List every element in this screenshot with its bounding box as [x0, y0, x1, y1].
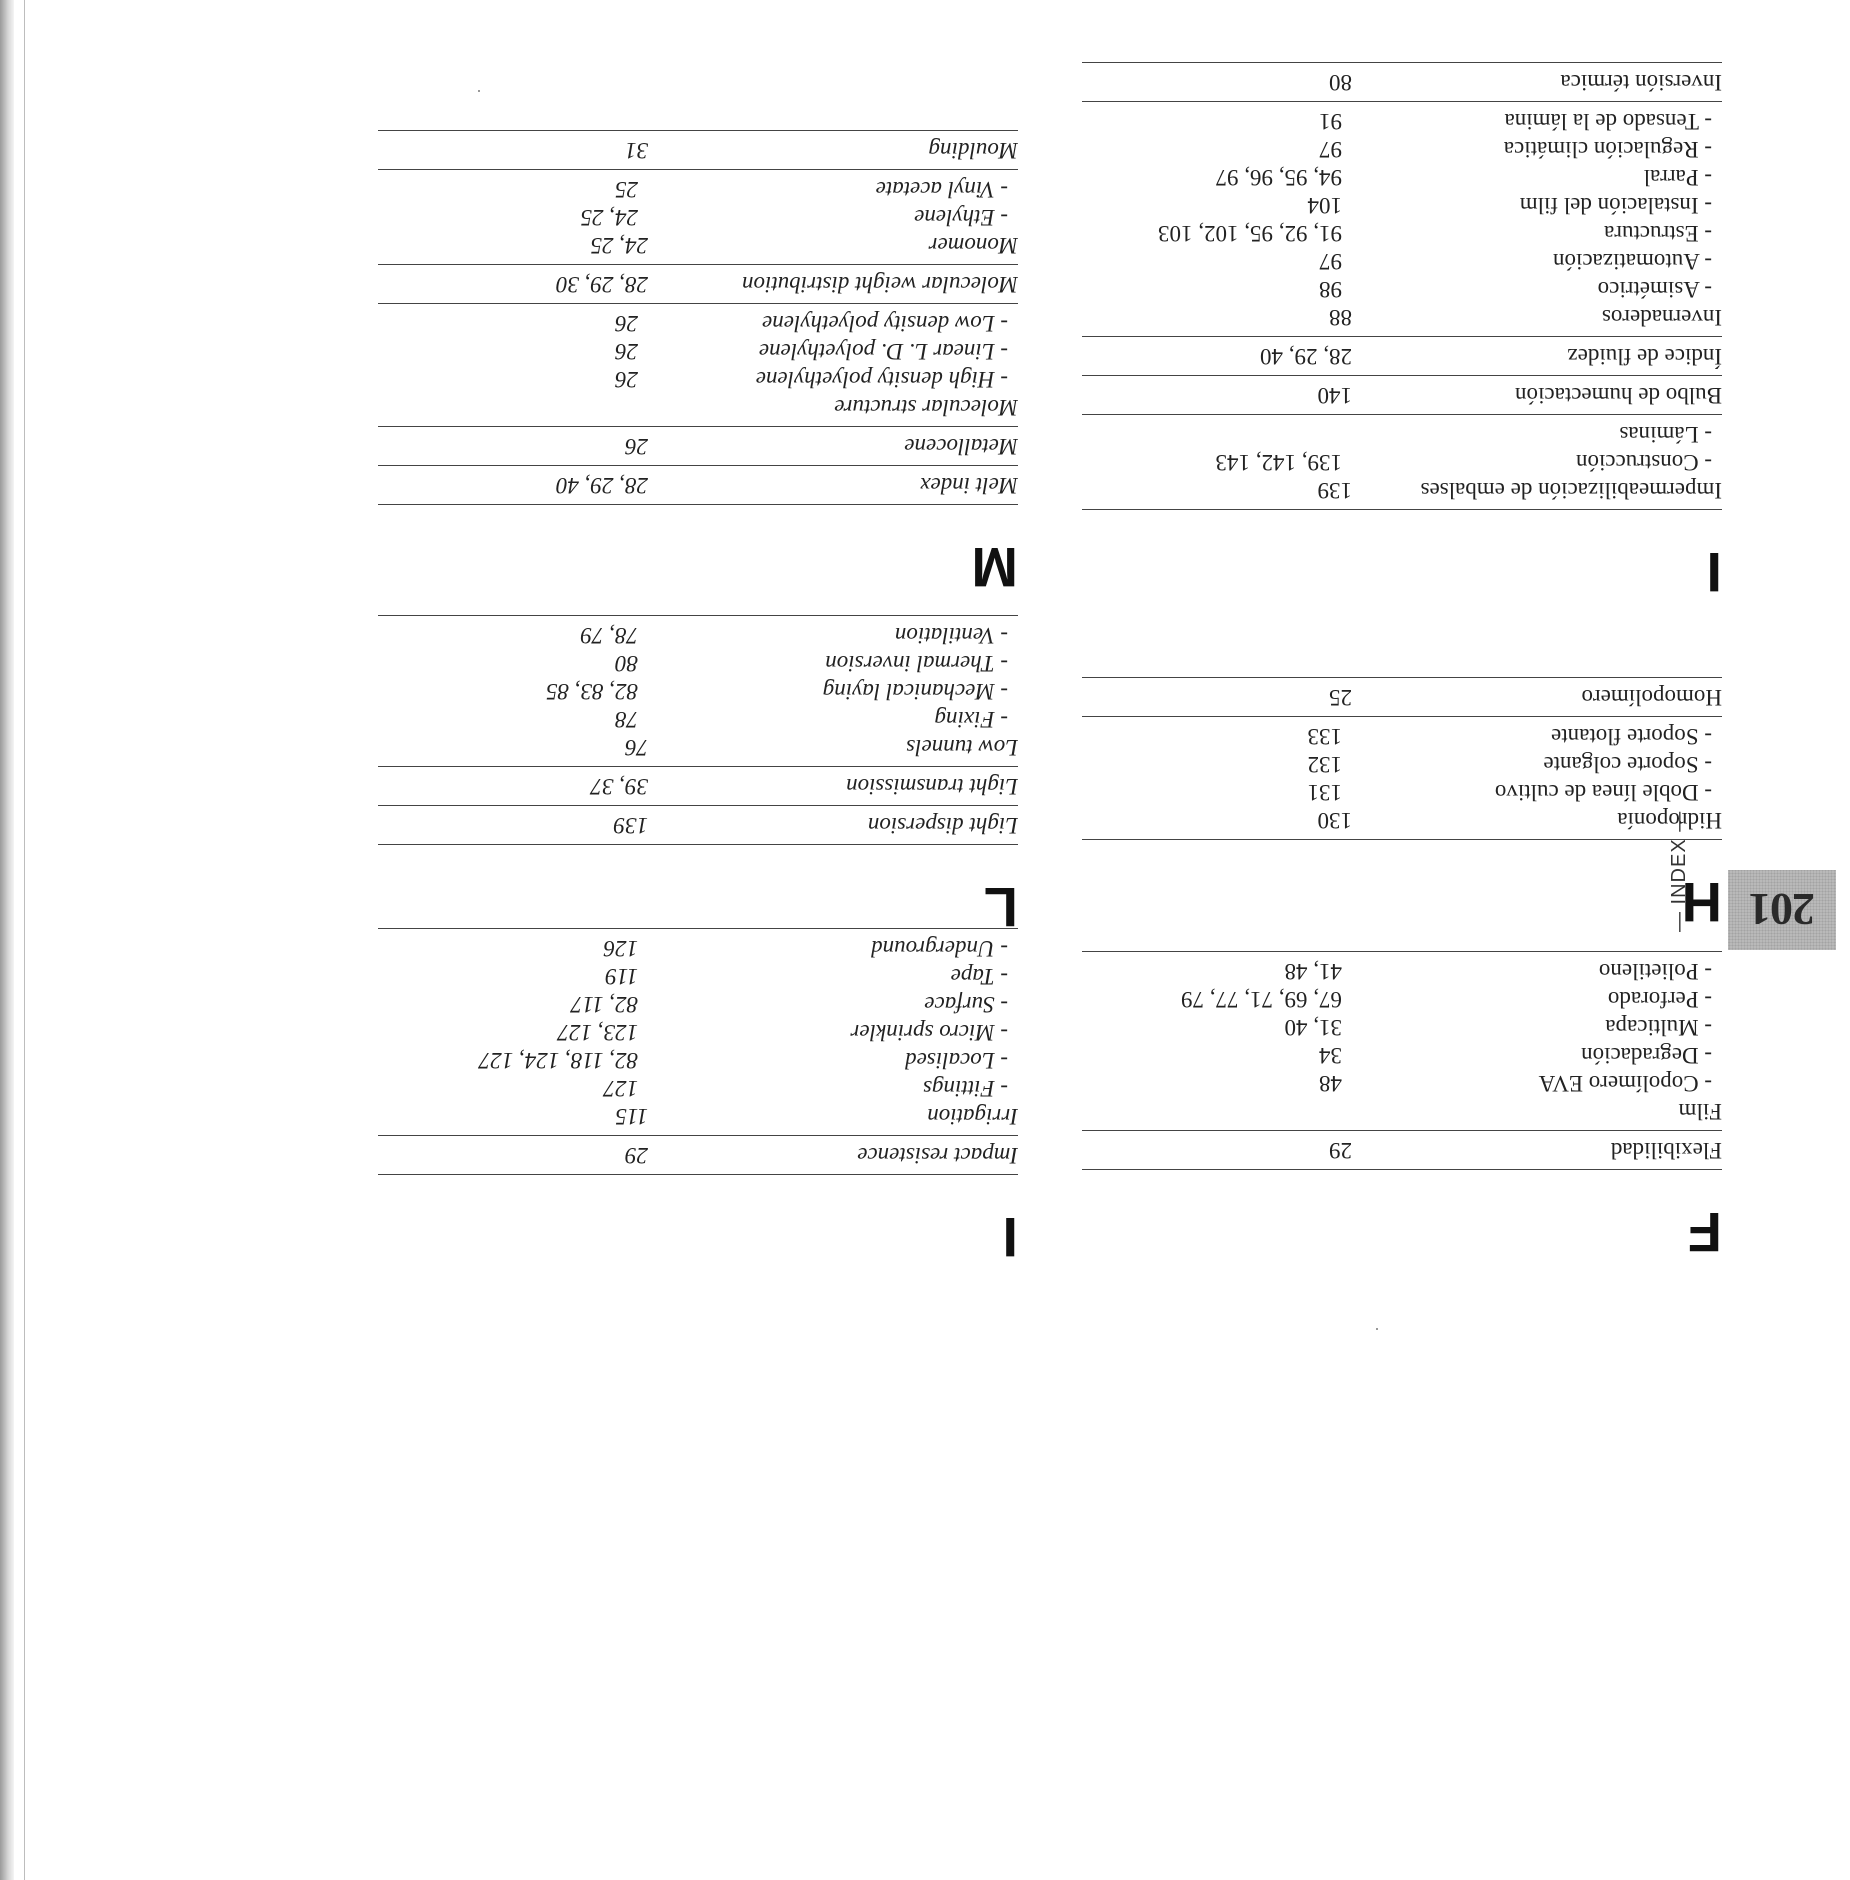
index-subentry — [378, 649, 1018, 677]
entry-group — [378, 130, 1018, 169]
entry-term: - Instalación del film — [1519, 193, 1712, 218]
index-entry — [378, 231, 1018, 259]
index-entry — [1082, 1097, 1722, 1125]
entry-term: - High density polyethylene — [755, 367, 1008, 392]
entry-pages: 82, 117 — [570, 992, 638, 1017]
entry-pages: 25 — [1329, 685, 1352, 710]
entry-term: - Construcción — [1575, 450, 1712, 475]
entry-pages: 130 — [1317, 808, 1352, 833]
entry-term: - Perforado — [1607, 987, 1712, 1012]
scan-speck — [1376, 1328, 1378, 1330]
entry-term: - Mechanical laying — [822, 679, 1008, 704]
entry-pages: 139 — [613, 813, 648, 838]
entry-term: Impermeabilización de embalses — [1420, 478, 1722, 503]
entry-pages: 29 — [1329, 1138, 1352, 1163]
index-subentry — [1082, 163, 1722, 191]
entry-pages: 28, 29, 40 — [556, 473, 648, 498]
entry-group — [1082, 336, 1722, 375]
entry-term: Invernaderos — [1601, 305, 1722, 330]
index-section-m — [378, 130, 1018, 599]
index-entry — [378, 471, 1018, 499]
section-rule — [1082, 509, 1722, 510]
binding-edge — [0, 0, 14, 1880]
entry-pages — [378, 393, 648, 421]
entry-term: Impact resistence — [857, 1143, 1018, 1168]
index-section-h — [1082, 677, 1722, 934]
entry-group — [378, 303, 1018, 426]
index-entry — [378, 432, 1018, 460]
entry-pages: 115 — [615, 1104, 648, 1129]
entry-term: - Underground — [871, 936, 1008, 961]
index-label: — INDEX — — [1668, 810, 1690, 932]
entry-pages: 140 — [1317, 383, 1352, 408]
entry-term: - Doble línea de cultivo — [1494, 780, 1712, 805]
entry-pages: 28, 29, 40 — [1260, 344, 1352, 369]
index-entry — [1082, 806, 1722, 834]
entry-term: Moulding — [928, 138, 1018, 163]
entry-pages: 78, 79 — [580, 623, 638, 648]
entry-group — [1082, 951, 1722, 1130]
index-subentry — [1082, 1041, 1722, 1069]
entry-term: Índice de fluidez — [1567, 344, 1722, 369]
section-rule — [378, 1174, 1018, 1175]
index-subentry — [378, 677, 1018, 705]
section-rule — [378, 504, 1018, 505]
entry-term: Bulbo de humectación — [1515, 383, 1722, 408]
entry-pages: 97 — [1319, 249, 1342, 274]
entry-term: Irrigation — [927, 1104, 1018, 1129]
entry-pages: 82, 118, 124, 127 — [478, 1048, 638, 1073]
index-subentry — [378, 962, 1018, 990]
index-entry — [378, 136, 1018, 164]
entry-term: - Parral — [1643, 165, 1712, 190]
index-subentry — [378, 175, 1018, 203]
entry-pages: 24, 25 — [590, 233, 648, 258]
entry-pages: 139 — [1317, 478, 1352, 503]
entry-term: Metallocene — [904, 434, 1018, 459]
entry-term: - Ventilation — [894, 623, 1008, 648]
entry-term: - Micro sprinkler — [850, 1020, 1008, 1045]
index-subentry — [1082, 219, 1722, 247]
entry-term: - Láminas — [1619, 422, 1712, 447]
index-entry — [1082, 68, 1722, 96]
index-section-f — [1082, 951, 1722, 1264]
index-entry — [1082, 476, 1722, 504]
entry-term: Molecular structure — [834, 395, 1018, 420]
index-subentry — [1082, 107, 1722, 135]
entry-group — [1082, 375, 1722, 414]
entry-term: - Polietileno — [1598, 959, 1712, 984]
entry-pages: 28, 29, 30 — [556, 272, 648, 297]
entry-group — [1082, 716, 1722, 839]
entry-pages — [1082, 1097, 1352, 1125]
index-subentry — [378, 934, 1018, 962]
entry-pages: 139, 142, 143 — [1215, 450, 1342, 475]
index-subentry — [1082, 985, 1722, 1013]
entry-group — [378, 264, 1018, 303]
entry-term: Melt index — [920, 473, 1018, 498]
entry-pages: 119 — [605, 964, 638, 989]
entry-pages: 24, 25 — [580, 205, 638, 230]
entry-term: - Low density polyethylene — [762, 311, 1008, 336]
entry-pages: 98 — [1319, 277, 1342, 302]
index-subentry — [1082, 1069, 1722, 1097]
section-letter: L — [983, 876, 1018, 939]
index-subentry — [1082, 1013, 1722, 1041]
index-subentry — [1082, 135, 1722, 163]
entry-pages: 80 — [1329, 70, 1352, 95]
binding-line — [24, 0, 25, 1880]
entry-term: Low tunnels — [906, 735, 1018, 760]
index-entry — [1082, 1136, 1722, 1164]
entry-term: - Linear L. D. polyethylene — [758, 339, 1008, 364]
entry-pages: 29 — [625, 1143, 648, 1168]
entry-term: - Thermal inversion — [825, 651, 1008, 676]
index-entry — [378, 1141, 1018, 1169]
entry-term: Flexibilidad — [1610, 1138, 1722, 1163]
entry-term: - Copolímero EVA — [1538, 1071, 1712, 1096]
entry-pages: 80 — [615, 651, 638, 676]
index-subentry — [1082, 957, 1722, 985]
entry-group — [1082, 414, 1722, 509]
index-subentry — [1082, 778, 1722, 806]
index-entry — [378, 393, 1018, 421]
entry-term: - Automatización — [1552, 249, 1712, 274]
entry-term: - Fittings — [923, 1076, 1008, 1101]
index-section-l — [378, 615, 1018, 939]
index-subentry — [1082, 191, 1722, 219]
entry-term: - Estructura — [1604, 221, 1712, 246]
entry-term: - Fixing — [934, 707, 1008, 732]
entry-pages: 76 — [625, 735, 648, 760]
index-subentry — [1082, 448, 1722, 476]
entry-pages: 39, 37 — [590, 774, 648, 799]
entry-pages: 91 — [1319, 109, 1342, 134]
entry-pages: 91, 92, 95, 102, 103 — [1158, 221, 1342, 246]
index-subentry — [1082, 750, 1722, 778]
entry-group — [378, 615, 1018, 766]
section-letter: M — [971, 536, 1018, 599]
entry-term: - Multicapa — [1605, 1015, 1712, 1040]
entry-pages: 26 — [625, 434, 648, 459]
section-letter: H — [1681, 871, 1722, 934]
index-subentry — [1082, 722, 1722, 750]
entry-pages: 48 — [1319, 1071, 1342, 1096]
entry-term: - Ethylene — [914, 205, 1008, 230]
entry-term: - Surface — [924, 992, 1008, 1017]
entry-term: Hidroponía — [1617, 808, 1722, 833]
entry-group — [378, 805, 1018, 844]
entry-term: Light transmission — [846, 774, 1018, 799]
index-subentry — [1082, 420, 1722, 448]
entry-pages: 88 — [1329, 305, 1352, 330]
index-subentry — [378, 990, 1018, 1018]
index-entry — [378, 733, 1018, 761]
entry-pages: 131 — [1307, 780, 1342, 805]
index-entry — [1082, 683, 1722, 711]
section-rule — [1082, 1169, 1722, 1170]
entry-pages: 126 — [603, 936, 638, 961]
entry-term: - Degradación — [1581, 1043, 1712, 1068]
index-entry — [1082, 381, 1722, 409]
entry-group — [378, 766, 1018, 805]
entry-pages: 123, 127 — [557, 1020, 638, 1045]
entry-term: - Vinyl acetate — [875, 177, 1008, 202]
page-number-tab — [1728, 870, 1836, 950]
entry-pages: 78 — [615, 707, 638, 732]
entry-group — [1082, 101, 1722, 336]
entry-pages: 94, 95, 96, 97 — [1215, 165, 1342, 190]
entry-pages: 26 — [615, 367, 638, 392]
entry-pages: 127 — [603, 1076, 638, 1101]
index-subentry — [378, 309, 1018, 337]
index-entry — [1082, 303, 1722, 331]
entry-term: - Asimétrico — [1597, 277, 1712, 302]
entry-pages: 133 — [1307, 724, 1342, 749]
entry-term: Homopolímero — [1581, 685, 1722, 710]
index-entry — [378, 1102, 1018, 1130]
index-subentry — [1082, 275, 1722, 303]
scan-speck — [478, 90, 480, 92]
index-section-i-en — [378, 928, 1018, 1269]
entry-term: Light dispersion — [867, 813, 1018, 838]
entry-pages: 31, 40 — [1284, 1015, 1342, 1040]
entry-term: Monomer — [928, 233, 1018, 258]
entry-pages: 132 — [1307, 752, 1342, 777]
entry-term: - Tape — [950, 964, 1008, 989]
entry-pages: 31 — [625, 138, 648, 163]
entry-group — [1082, 62, 1722, 101]
entry-pages: 34 — [1319, 1043, 1342, 1068]
index-subentry — [378, 365, 1018, 393]
entry-group — [378, 169, 1018, 264]
entry-pages: 26 — [615, 311, 638, 336]
entry-term: - Tensado de la lámina — [1504, 109, 1712, 134]
entry-pages: 26 — [615, 339, 638, 364]
entry-pages: 104 — [1307, 193, 1342, 218]
entry-term: Molecular weight distribution — [742, 272, 1018, 297]
entry-group — [378, 426, 1018, 465]
entry-pages: 82, 83, 85 — [546, 679, 638, 704]
entry-term: - Soporte colgante — [1543, 752, 1712, 777]
index-subentry — [378, 621, 1018, 649]
section-rule — [1082, 839, 1722, 840]
entry-group — [378, 1135, 1018, 1174]
page-number: 201 — [1749, 884, 1815, 936]
index-section-i-es — [1082, 62, 1722, 604]
entry-pages: 41, 48 — [1284, 959, 1342, 984]
entry-pages: 97 — [1319, 137, 1342, 162]
entry-group — [1082, 1130, 1722, 1169]
entry-term: - Soporte flotante — [1551, 724, 1712, 749]
section-rule — [378, 844, 1018, 845]
index-entry — [1082, 342, 1722, 370]
entry-group — [378, 928, 1018, 1135]
entry-pages: 67, 69, 71, 77, 79 — [1181, 987, 1342, 1012]
index-subentry — [378, 1074, 1018, 1102]
section-letter: F — [1687, 1201, 1722, 1264]
entry-pages — [1082, 420, 1342, 448]
entry-pages: 25 — [615, 177, 638, 202]
index-subentry — [378, 203, 1018, 231]
entry-group — [1082, 677, 1722, 716]
index-subentry — [378, 1046, 1018, 1074]
entry-group — [378, 465, 1018, 504]
section-letter: I — [1002, 1206, 1018, 1269]
index-subentry — [1082, 247, 1722, 275]
entry-term: Inversión térmica — [1560, 70, 1722, 95]
index-entry — [378, 811, 1018, 839]
index-subentry — [378, 337, 1018, 365]
index-entry — [378, 772, 1018, 800]
index-subentry — [378, 705, 1018, 733]
entry-term: - Regulación climática — [1503, 137, 1712, 162]
entry-term: Film — [1678, 1099, 1722, 1124]
index-subentry — [378, 1018, 1018, 1046]
section-letter: I — [1706, 541, 1722, 604]
entry-term: - Localised — [905, 1048, 1008, 1073]
index-entry — [378, 270, 1018, 298]
